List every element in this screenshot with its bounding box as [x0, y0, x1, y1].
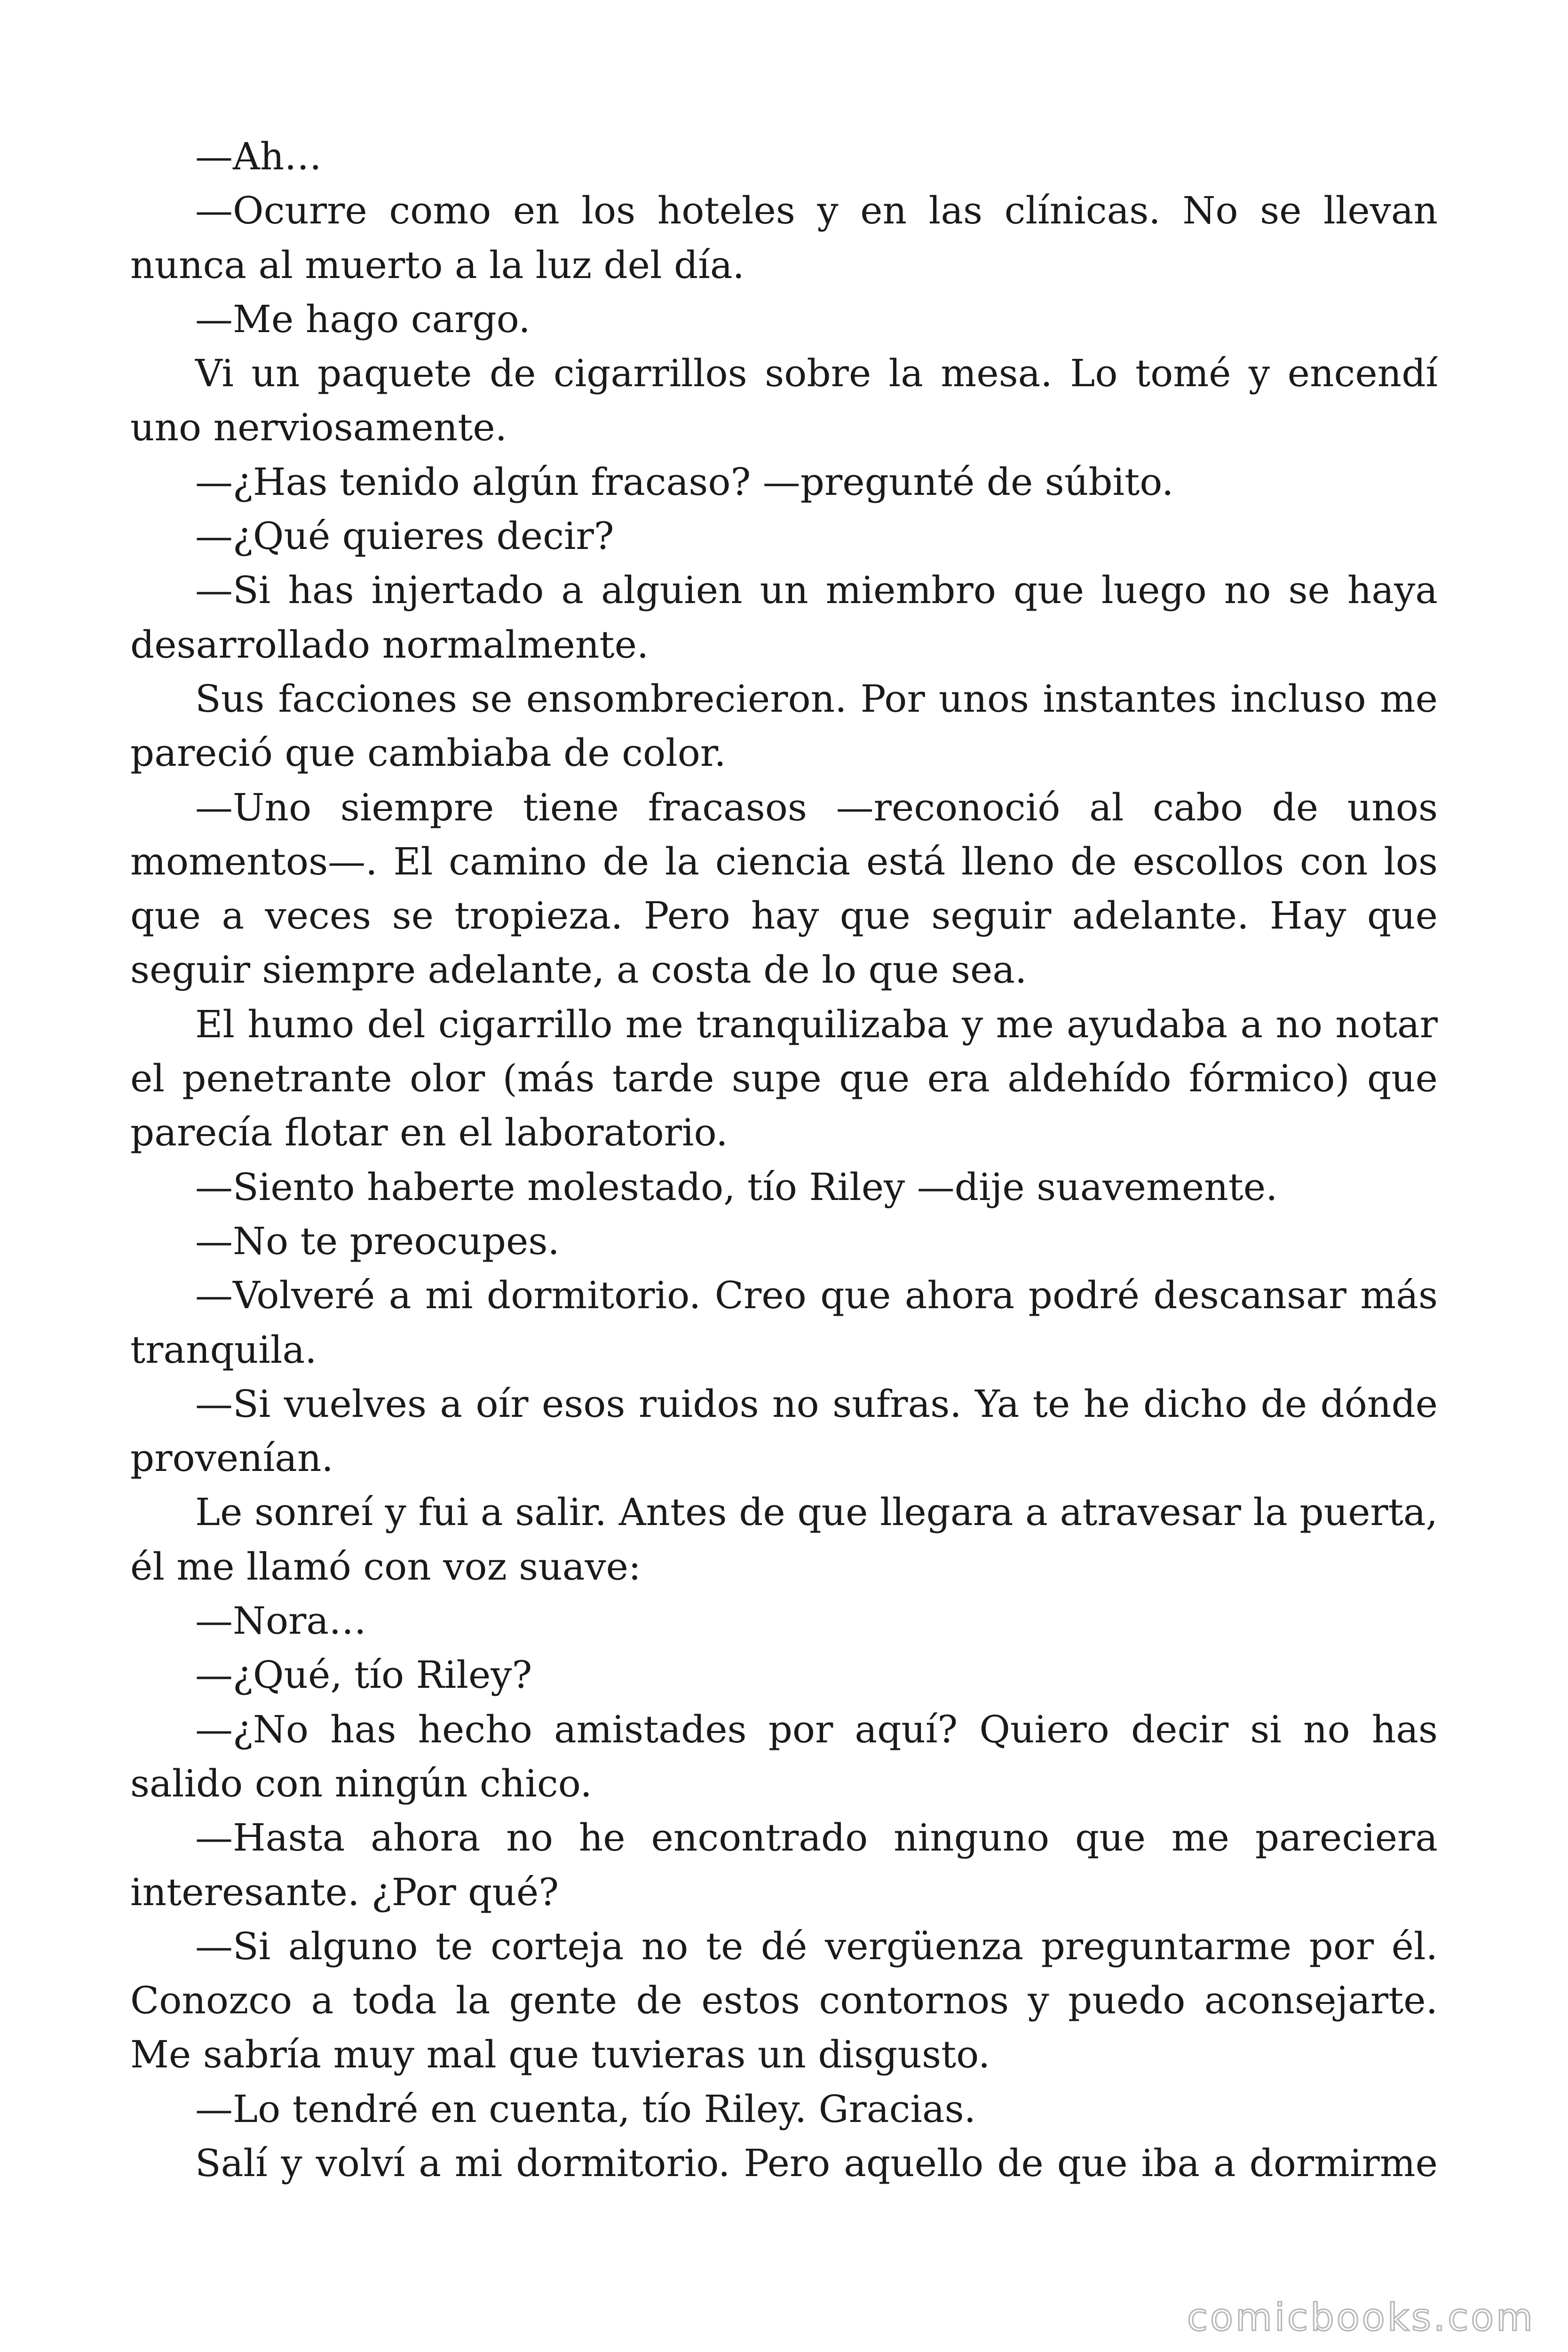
page-text: [130, 129, 1438, 2190]
watermark: comicbooks.com: [1187, 2296, 1535, 2339]
paragraph: —¿Qué quieres decir?: [195, 514, 614, 558]
paragraph: —Hasta ahora no he encontrado ninguno que me pareciera interesante. ¿Por qué?: [130, 1816, 1438, 1914]
paragraph: —Volveré a mi dormitorio. Creo que ahora podré descansar más tranquila.: [130, 1273, 1438, 1372]
paragraph: El humo del cigarrillo me tranquilizaba y me ayudaba a no notar el penetrante olor (más tarde supe que era aldehído fórmico) que parecía flotar en el laboratorio.: [130, 1002, 1438, 1155]
paragraph: Sus facciones se ensombrecieron. Por unos instantes incluso me pareció que cambiaba de color.: [130, 676, 1438, 775]
paragraph: —¿No has hecho amistades por aquí? Quiero decir si no has salido con ningún chico.: [130, 1707, 1438, 1805]
paragraph: —No te preocupes.: [195, 1219, 560, 1263]
paragraph: Vi un paquete de cigarrillos sobre la mesa. Lo tomé y encendí uno nerviosamente.: [130, 351, 1438, 450]
paragraph: —Uno siempre tiene fracasos —reconoció al cabo de unos momentos—. El camino de la ciencia está lleno de escollos con los que a veces se tropieza. Pero hay que seguir adelante. Hay que seguir siempre adelante, a costa de lo que sea.: [130, 785, 1438, 992]
paragraph: —Si alguno te corteja no te dé vergüenza preguntarme por él. Conozco a toda la gente de estos contornos y puedo aconsejarte. Me sabría muy mal que tuvieras un disgusto.: [130, 1924, 1438, 2077]
paragraph: —Siento haberte molestado, tío Riley —dije suavemente.: [195, 1165, 1278, 1209]
paragraph: —Ocurre como en los hoteles y en las clínicas. No se llevan nunca al muerto a la luz del día.: [130, 189, 1438, 287]
paragraph: —Ah…: [195, 135, 322, 178]
paragraph: Salí y volví a mi dormitorio. Pero aquello de que iba a dormirme: [195, 2141, 1438, 2185]
paragraph: —Si vuelves a oír esos ruidos no sufras. Ya te he dicho de dónde provenían.: [130, 1382, 1438, 1480]
paragraph: Le sonreí y fui a salir. Antes de que llegara a atravesar la puerta, él me llamó con voz suave:: [130, 1490, 1438, 1589]
paragraph: —¿Qué, tío Riley?: [195, 1653, 532, 1697]
paragraph: —¿Has tenido algún fracaso? —pregunté de súbito.: [195, 460, 1174, 504]
paragraph: —Lo tendré en cuenta, tío Riley. Gracias.: [195, 2087, 976, 2131]
paragraph: —Si has injertado a alguien un miembro que luego no se haya desarrollado normalmente.: [130, 568, 1438, 667]
paragraph: —Nora…: [195, 1599, 367, 1643]
paragraph: —Me hago cargo.: [195, 297, 531, 341]
